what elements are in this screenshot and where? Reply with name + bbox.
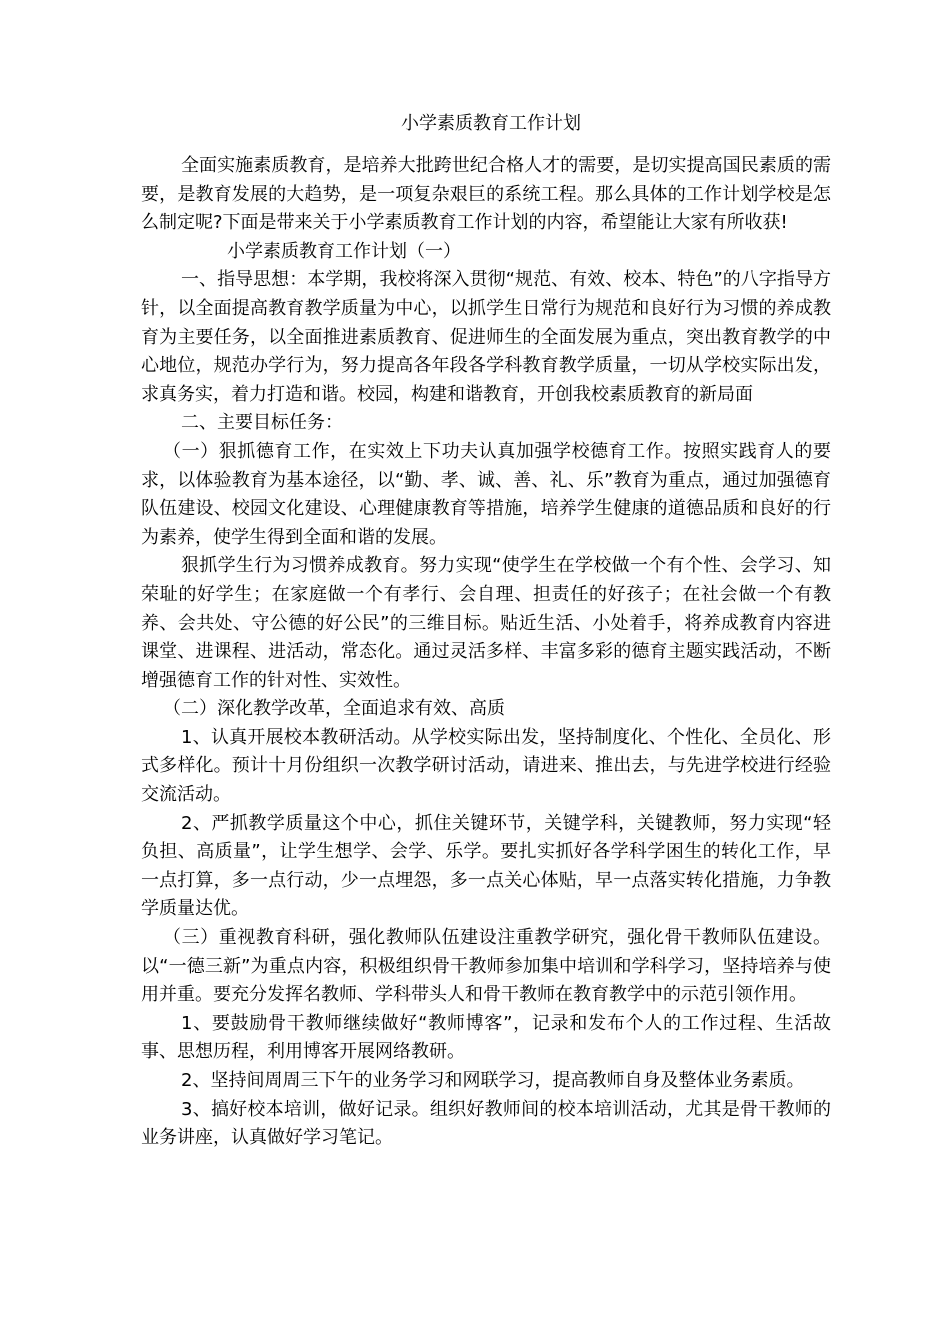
teaching-research-paragraph: 1、认真开展校本教研活动。从学校实际出发，坚持制度化、个性化、全员化、形式多样化。预计十月份组织一次教学研讨活动，请进来、推出去，与先进学校进行经验交流活动。 [141,726,831,806]
guiding-thought-paragraph: 一、指导思想：本学期，我校将深入贯彻“规范、有效、校本、特色”的八字指导方针，以全面提高教育教学质量为中心，以抓学生日常行为规范和良好行为习惯的养成教育为主要任务，以全面推进素质教育、促进师生的全面发展为重点，突出教育教学的中心地位，规范办学行为，努力提高各年段各学科教育教学质量，一切从学校实际出发，求真务实，着力打造和谐。校园，构建和谐教育，开创我校素质教育的新局面 [141,269,831,405]
teaching-reform-heading: （二）深化教学改革，全面追求有效、高质 [163,698,505,720]
school-training-paragraph: 3、搞好校本培训，做好记录。组织好教师间的校本培训活动，尤其是骨干教师的业务讲座，认真做好学习笔记。 [141,1098,831,1149]
teaching-quality-paragraph: 2、严抓教学质量这个中心，抓住关键环节，关键学科，关键教师，努力实现“轻负担、高质量”，让学生想学、会学、乐学。要扎实抓好各学科学困生的转化工作，早一点打算，多一点行动，少一点埋怨，多一点关心体贴，早一点落实转化措施，力争教学质量达优。 [141,812,831,920]
main-goals-heading: 二、主要目标任务： [181,412,343,434]
habit-education-paragraph: 狠抓学生行为习惯养成教育。努力实现“使学生在学校做一个有个性、会学习、知荣耻的好学生；在家庭做一个有孝行、会自理、担责任的好孩子；在社会做一个有教养、会共处、守公德的好公民”的三维目标。贴近生活、小处着手，将养成教育内容进课堂、进课程、进活动，常态化。通过灵活多样、丰富多彩的德育主题实践活动，不断增强德育工作的针对性、实效性。 [141,555,831,691]
document-page [141,110,831,1153]
plan-subtitle: 小学素质教育工作计划（一） [227,240,461,262]
intro-paragraph: 全面实施素质教育，是培养大批跨世纪合格人才的需要，是切实提高国民素质的需要，是教育发展的大趋势，是一项复杂艰巨的系统工程。那么具体的工作计划学校是怎么制定呢?下面是带来关于小学素质教育工作计划的内容，希望能让大家有所收获! [141,155,831,234]
teacher-blog-paragraph: 1、要鼓励骨干教师继续做好“教师博客”，记录和发布个人的工作过程、生活故事、思想历程，利用博客开展网络教研。 [141,1012,831,1063]
education-research-paragraph: （三）重视教育科研，强化教师队伍建设注重教学研究，强化骨干教师队伍建设。以“一德三新”为重点内容，积极组织骨干教师参加集中培训和学科学习，坚持培养与使用并重。要充分发挥名教师、学科带头人和骨干教师在教育教学中的示范引领作用。 [141,927,831,1006]
document-title: 小学素质教育工作计划 [401,113,581,134]
moral-education-paragraph: （一）狠抓德育工作，在实效上下功夫认真加强学校德育工作。按照实践育人的要求，以体验教育为基本途径，以“勤、孝、诚、善、礼、乐”教育为重点，通过加强德育队伍建设、校园文化建设、心理健康教育等措施，培养学生健康的道德品质和良好的行为素养，使学生得到全面和谐的发展。 [141,440,831,548]
business-study-paragraph: 2、坚持间周周三下午的业务学习和网联学习，提高教师自身及整体业务素质。 [181,1070,805,1091]
